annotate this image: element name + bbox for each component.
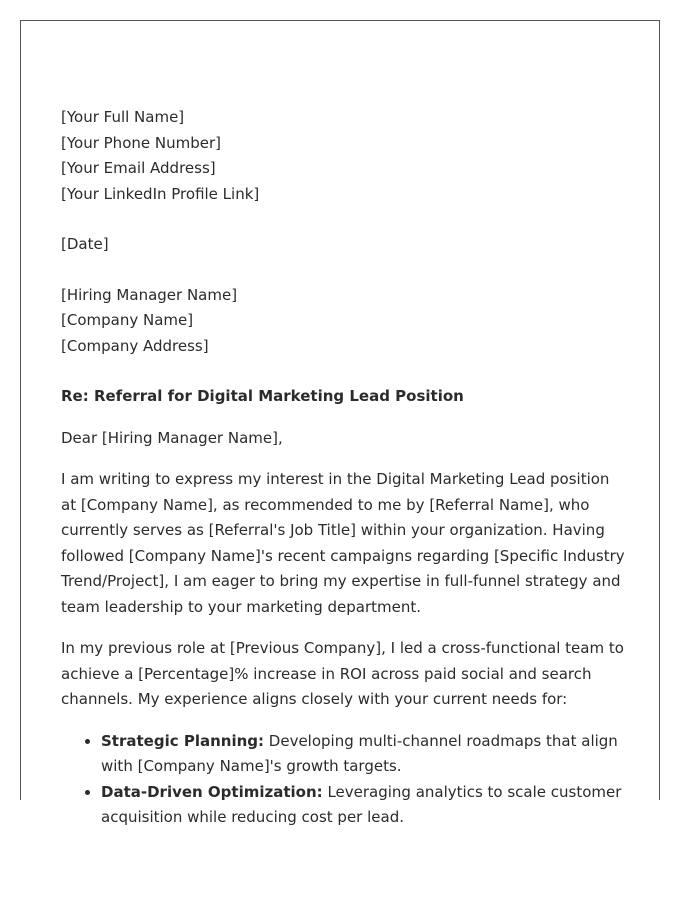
letter-content <box>61 105 626 831</box>
list-item <box>101 729 626 780</box>
sender-email: [Your Email Address] <box>61 159 216 177</box>
bullet-title: Strategic Planning: <box>101 731 265 750</box>
paragraph-experience: In my previous role at [Previous Company], I led a cross-functional team to achieve a [Percentage]% increase in ROI across paid social and search channels. My experience aligns closely with your current needs for: <box>61 639 624 708</box>
letter-page <box>20 20 660 826</box>
bullet-title: Data-Driven Optimization: <box>101 782 323 801</box>
list-item <box>101 780 626 831</box>
bullet-text: Leveraging analytics to scale customer acquisition while reducing cost per lead. <box>101 782 622 826</box>
sender-phone: [Your Phone Number] <box>61 133 221 152</box>
recipient-block <box>61 283 626 360</box>
sender-block <box>61 105 626 207</box>
paragraph-intro: I am writing to express my interest in the Digital Marketing Lead position at [Company Name], as recommended to me by [Referral Name], who currently serves as [Referral's Job Title] within your organization. Having followed [Company Name]'s recent campaigns regarding [Specific Industry Trend/Project], I am eager to bring my expertise in full-funnel strategy and team leadership to your marketing department. <box>61 470 625 616</box>
letter-date: [Date] <box>61 235 109 253</box>
bullet-text: Developing multi-channel roadmaps that align with [Company Name]'s growth targets. <box>101 731 618 775</box>
salutation: Dear [Hiring Manager Name], <box>61 428 283 447</box>
sender-name: [Your Full Name] <box>61 108 185 126</box>
sender-linkedin: [Your LinkedIn Profile Link] <box>61 184 260 203</box>
subject-line: Re: Referral for Digital Marketing Lead Position <box>61 387 464 405</box>
recipient-company: [Company Name] <box>61 311 194 329</box>
recipient-address: [Company Address] <box>61 336 209 355</box>
skills-list <box>61 729 626 831</box>
recipient-manager: [Hiring Manager Name] <box>61 285 238 304</box>
